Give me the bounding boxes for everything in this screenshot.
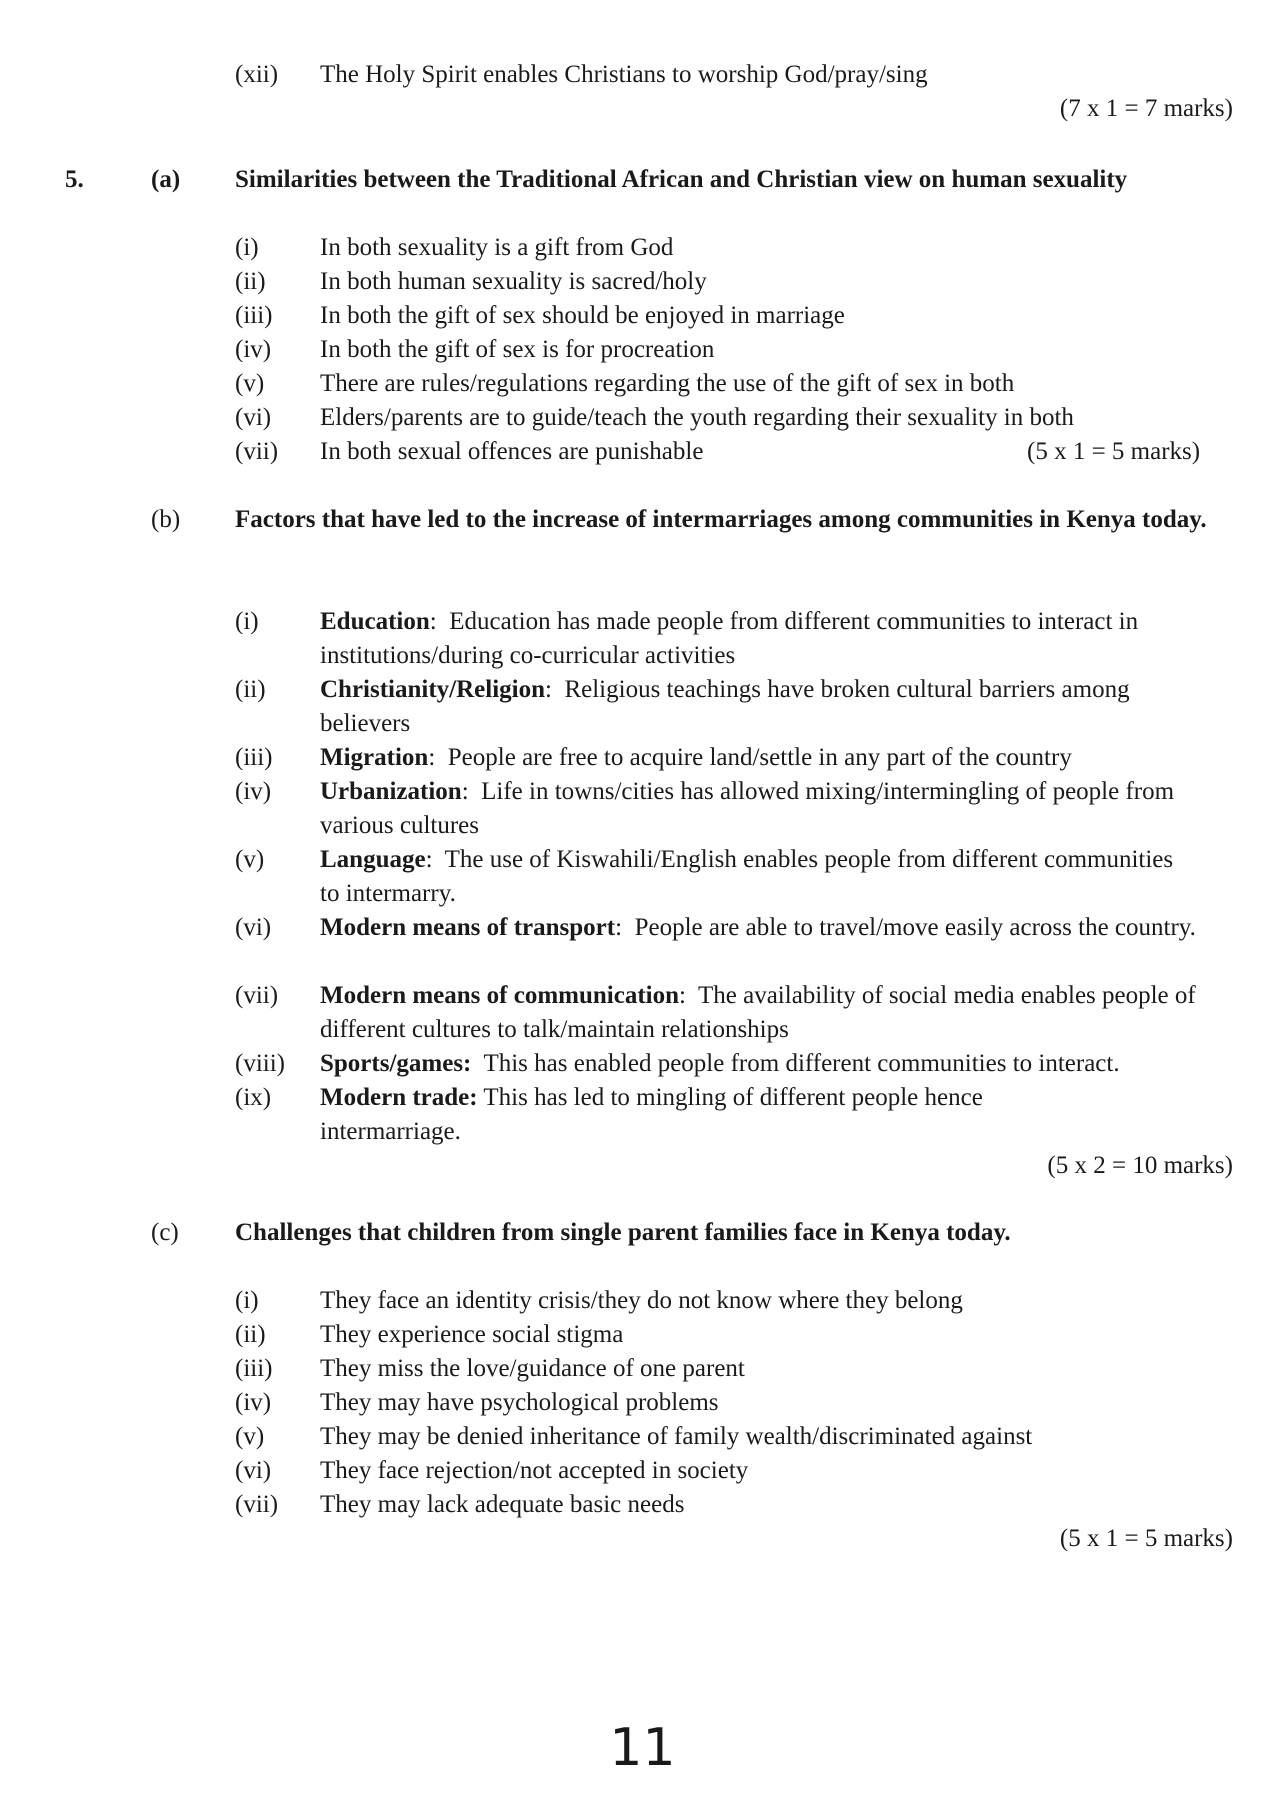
- separator: :: [428, 744, 448, 771]
- item-term: Urbanization: [320, 778, 462, 805]
- item-description: Life in towns/cities has allowed mixing/intermingling of people from various cultures: [320, 778, 1175, 839]
- page-number: 11: [609, 1718, 676, 1778]
- marks-allocation: (5 x 2 = 10 marks): [1047, 1152, 1233, 1179]
- item-number: (ii): [235, 268, 266, 295]
- item-number: (iii): [235, 744, 273, 771]
- item-description: Education has made people from different communities to interact in institutions/during co-curricular activities: [320, 608, 1139, 669]
- item-text: [320, 741, 1240, 775]
- part-label-c: (c): [151, 1219, 179, 1246]
- part-b-heading: Factors that have led to the increase of intermarriages among communities in Kenya today.: [235, 506, 1207, 533]
- item-number: (i): [235, 234, 259, 261]
- item-term: Migration: [320, 744, 429, 771]
- item-number: (iii): [235, 1355, 273, 1382]
- item-term: Christianity/Religion: [320, 676, 546, 703]
- item-term: Modern means of transport: [320, 914, 616, 941]
- item-number: (i): [235, 608, 259, 635]
- item-text: [320, 911, 1240, 945]
- item-number: (iv): [235, 336, 272, 363]
- item-text: They miss the love/guidance of one parent: [320, 1355, 745, 1382]
- item-number: (vii): [235, 982, 279, 1009]
- item-text: They may be denied inheritance of family wealth/discriminated against: [320, 1423, 1033, 1450]
- part-label-a: (a): [151, 166, 181, 193]
- item-term: Sports/games:: [320, 1050, 472, 1077]
- item-number: (v): [235, 1423, 265, 1450]
- part-c-heading: Challenges that children from single parent families face in Kenya today.: [235, 1219, 1011, 1246]
- item-text: They experience social stigma: [320, 1321, 624, 1348]
- item-text: They may have psychological problems: [320, 1389, 719, 1416]
- item-text: There are rules/regulations regarding the use of the gift of sex in both: [320, 370, 1015, 397]
- separator: :: [615, 914, 635, 941]
- marks-allocation: (5 x 1 = 5 marks): [1059, 1525, 1233, 1552]
- item-text: [320, 1047, 1240, 1081]
- separator: :: [679, 982, 698, 1009]
- item-number: (iv): [235, 778, 272, 805]
- item-text: In both human sexuality is sacred/holy: [320, 268, 707, 295]
- marks-allocation: (5 x 1 = 5 marks): [1027, 438, 1201, 465]
- item-number: (vii): [235, 438, 279, 465]
- part-a-heading: Similarities between the Traditional African and Christian view on human sexuality: [235, 166, 1128, 193]
- item-description: People are able to travel/move easily across the country.: [634, 914, 1196, 941]
- item-text: In both the gift of sex should be enjoyed in marriage: [320, 302, 845, 329]
- item-description: Religious teachings have broken cultural barriers among believers: [320, 676, 1130, 737]
- marks-allocation: (7 x 1 = 7 marks): [1059, 95, 1233, 122]
- item-text: [320, 673, 1190, 741]
- item-number: (i): [235, 1287, 259, 1314]
- item-number: (vi): [235, 404, 272, 431]
- separator: :: [461, 778, 482, 805]
- item-text: The Holy Spirit enables Christians to worship God/pray/sing: [320, 61, 928, 88]
- item-number: (vii): [235, 1491, 279, 1518]
- item-text: In both sexual offences are punishable: [320, 438, 704, 465]
- item-text: They face rejection/not accepted in society: [320, 1457, 749, 1484]
- item-text: They face an identity crisis/they do not know where they belong: [320, 1287, 963, 1314]
- item-number: (iv): [235, 1389, 272, 1416]
- separator: :: [429, 608, 450, 635]
- item-text: In both the gift of sex is for procreation: [320, 336, 715, 363]
- item-text: [320, 979, 1240, 1047]
- item-number: (v): [235, 370, 265, 397]
- item-number: (vi): [235, 1457, 272, 1484]
- item-description: This has enabled people from different communities to interact.: [483, 1050, 1120, 1077]
- item-number: (ii): [235, 1321, 266, 1348]
- item-number: (iii): [235, 302, 273, 329]
- question-number: 5.: [65, 166, 84, 193]
- separator: :: [425, 846, 445, 873]
- item-description: The use of Kiswahili/English enables people from different communities to intermarry.: [320, 846, 1174, 907]
- item-number: (viii): [235, 1050, 285, 1077]
- item-number: (ii): [235, 676, 266, 703]
- item-term: Education: [320, 608, 430, 635]
- item-text: In both sexuality is a gift from God: [320, 234, 674, 261]
- item-text: [320, 775, 1240, 843]
- item-text: [320, 605, 1240, 673]
- separator: :: [545, 676, 565, 703]
- item-description: People are free to acquire land/settle in any part of the country: [447, 744, 1072, 771]
- item-description: The availability of social media enables people of different cultures to talk/maintain relationships: [320, 982, 1196, 1043]
- item-text: Elders/parents are to guide/teach the youth regarding their sexuality in both: [320, 404, 1074, 431]
- item-term: Language: [320, 846, 426, 873]
- part-label-b: (b): [151, 506, 181, 533]
- item-number: (xii): [235, 61, 279, 88]
- item-number: (ix): [235, 1084, 272, 1111]
- item-term: Modern trade:: [320, 1084, 478, 1111]
- item-term: Modern means of communication: [320, 982, 679, 1009]
- item-description: This has led to mingling of different people hence intermarriage.: [320, 1084, 983, 1145]
- separator: [471, 1050, 483, 1077]
- item-text: They may lack adequate basic needs: [320, 1491, 685, 1518]
- item-text: [320, 843, 1190, 911]
- item-number: (vi): [235, 914, 272, 941]
- item-text: [320, 1081, 1110, 1149]
- item-number: (v): [235, 846, 265, 873]
